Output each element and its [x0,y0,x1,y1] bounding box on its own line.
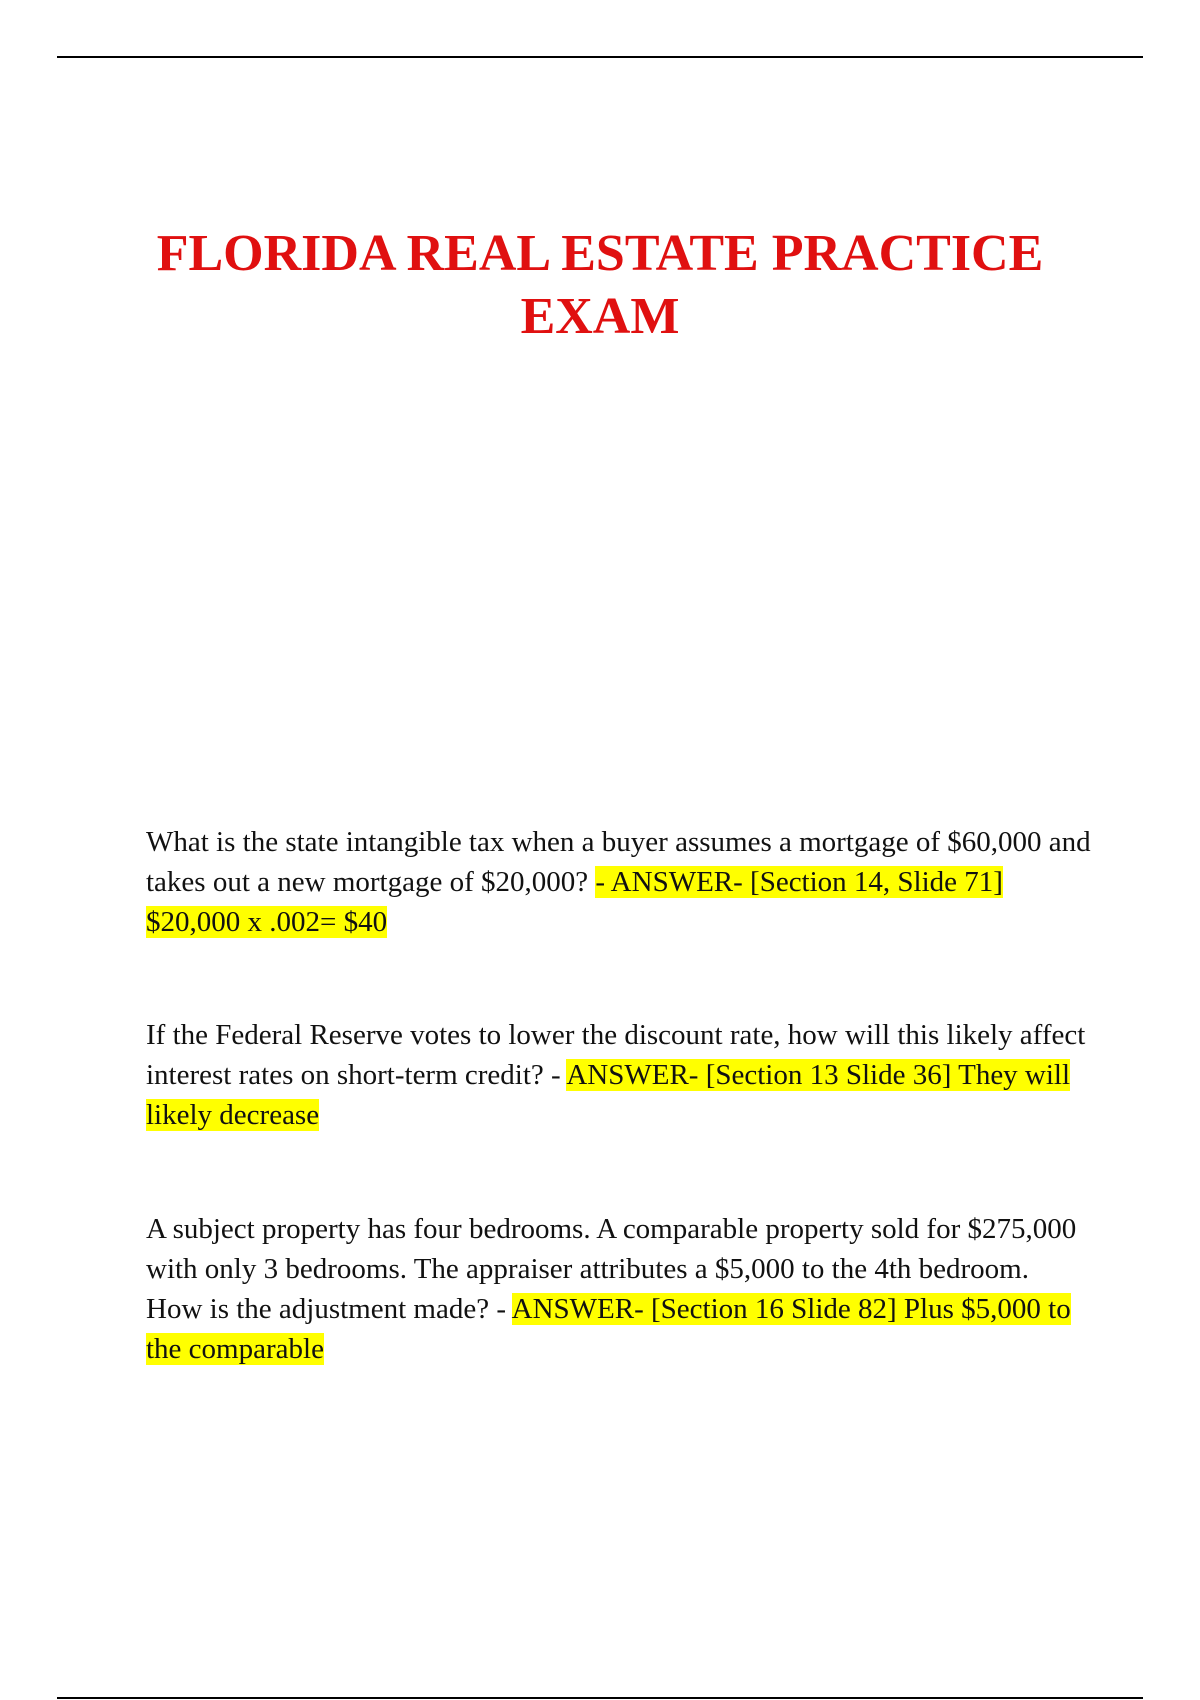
question-text: A subject property has four bedrooms. A comparable property sold for $275,000 with only 3 bedrooms. The appraiser attributes a $5,000 to the 4th bedroom. How is the adjustment made? - [146,1213,1077,1325]
document-title: FLORIDA REAL ESTATE PRACTICE EXAM [156,225,1044,345]
question-text: What is the state intangible tax when a buyer assumes a mortgage of $60,000 and takes out a new mortgage of $20,000? [146,826,1091,898]
qa-item [146,1015,1091,1135]
qa-item [146,822,1091,942]
answer-text: ANSWER- [Section 13 Slide 36] They will likely decrease [146,1059,1071,1131]
answer-text: ANSWER- [Section 16 Slide 82] Plus $5,000 to the comparable [146,1293,1071,1365]
answer-text: - ANSWER- [Section 14, Slide 71] $20,000 x .002= $40 [146,866,1003,938]
top-rule [57,56,1143,58]
question-text: If the Federal Reserve votes to lower the discount rate, how will this likely affect interest rates on short-term credit? - [146,1019,1086,1091]
qa-item [146,1209,1091,1369]
bottom-rule [57,1697,1143,1699]
